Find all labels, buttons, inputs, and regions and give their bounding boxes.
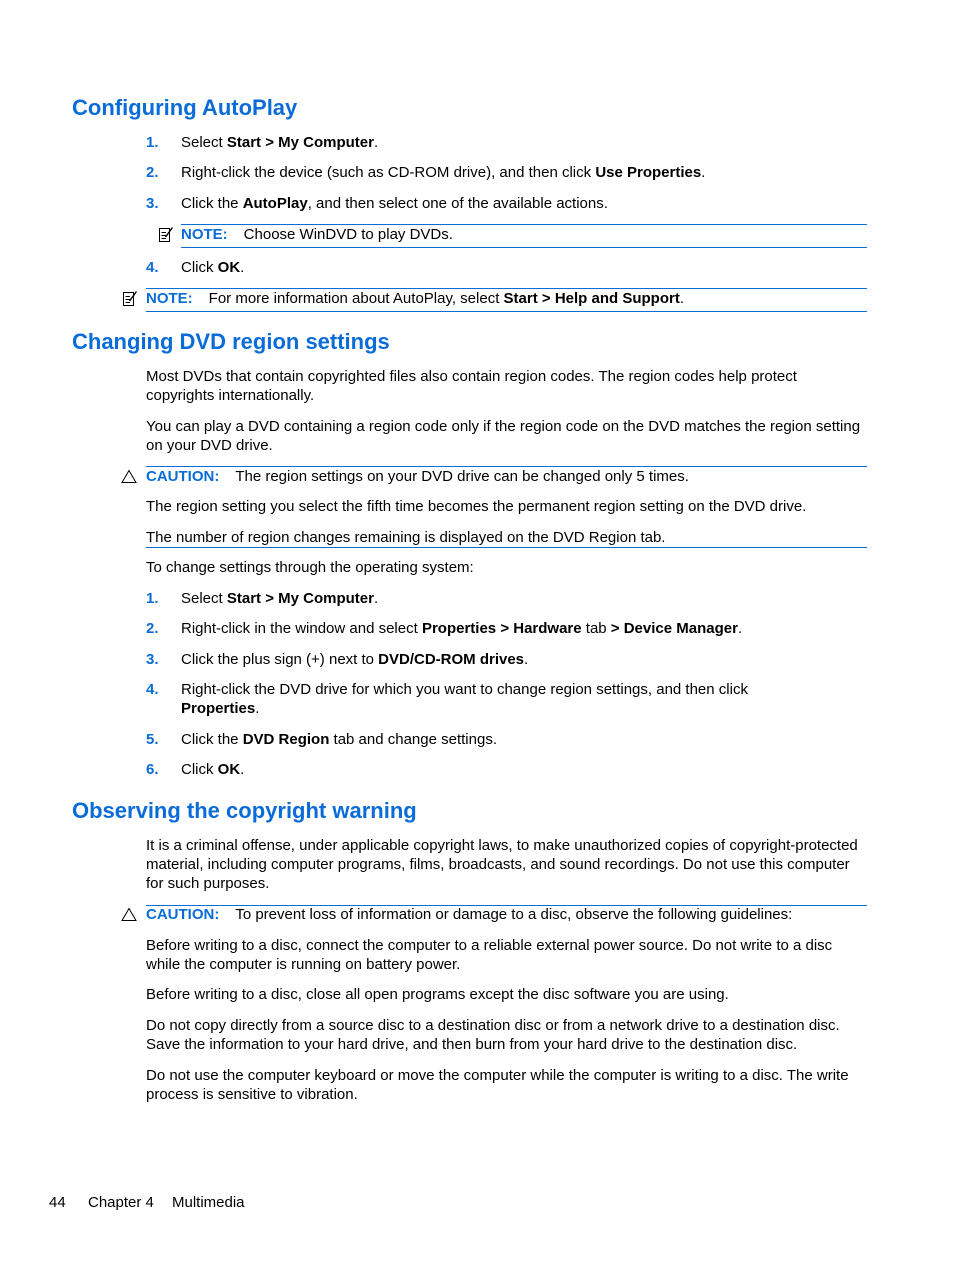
paragraph: You can play a DVD containing a region code only if the region code on the DVD matches the region setting on your DVD drive. [146,418,861,454]
caution-triangle-icon [121,907,137,922]
step-text: Click the AutoPlay, and then select one of the available actions. [181,195,608,212]
caution-bottom-rule [146,547,867,548]
caution-1: CAUTION: The region settings on your DVD drive can be changed only 5 times. [146,468,689,485]
heading-copyright-warning: Observing the copyright warning [72,798,417,823]
step-text: Click OK. [181,259,245,276]
step-number: 3. [146,195,159,212]
step-number: 2. [146,164,159,181]
caution-triangle-icon [121,469,137,484]
note-icon [122,290,138,308]
step-text: Right-click the device (such as CD-ROM drive), and then click Use Properties. [181,164,706,181]
footer-title: Multimedia [172,1194,245,1211]
step-number: 4. [146,681,159,698]
step-text: Select Start > My Computer. [181,590,379,607]
note-bottom-rule [181,247,867,248]
paragraph: Most DVDs that contain copyrighted files also contain region codes. The region codes help protect copyrights internationally. [146,368,797,404]
note-icon [158,226,174,244]
step-text: Right-click the DVD drive for which you want to change region settings, and then click Properties. [181,681,748,717]
step-text: Select Start > My Computer. [181,134,379,151]
guideline: Do not copy directly from a source disc to a destination disc or from a network drive to a destination disc. Save the information to your hard drive, and then burn from your hard drive to the destination disc. [146,1017,840,1053]
step-number: 4. [146,259,159,276]
step-number: 3. [146,651,159,668]
caution-detail: The number of region changes remaining is displayed on the DVD Region tab. [146,529,666,546]
page-number: 44 [49,1194,66,1211]
step-text: Click OK. [181,761,245,778]
step-text: Click the plus sign (+) next to DVD/CD-ROM drives. [181,651,529,668]
guideline: Do not use the computer keyboard or move the computer while the computer is writing to a disc. The write process is sensitive to vibration. [146,1067,849,1103]
footer-chapter: Chapter 4 [88,1194,154,1211]
step-number: 1. [146,590,159,607]
heading-changing-dvd-region: Changing DVD region settings [72,329,390,354]
caution-detail: The region setting you select the fifth time becomes the permanent region setting on the DVD drive. [146,498,807,515]
step-number: 6. [146,761,159,778]
step-number: 5. [146,731,159,748]
caution-2: CAUTION: To prevent loss of information or damage to a disc, observe the following guidelines: [146,906,793,923]
list-intro: To change settings through the operating system: [146,559,474,576]
guideline: Before writing to a disc, close all open programs except the disc software you are using. [146,986,729,1003]
heading-configuring-autoplay: Configuring AutoPlay [72,95,298,120]
note-1: NOTE: Choose WinDVD to play DVDs. [181,226,453,243]
note-2: NOTE: For more information about AutoPlay, select Start > Help and Support. [146,290,684,307]
guideline: Before writing to a disc, connect the computer to a reliable external power source. Do not write to a disc while the computer is running on battery power. [146,937,833,973]
step-number: 1. [146,134,159,151]
step-text: Right-click in the window and select Properties > Hardware tab > Device Manager. [181,620,743,637]
step-number: 2. [146,620,159,637]
step-text: Click the DVD Region tab and change settings. [181,731,497,748]
note-bottom-rule [146,311,867,312]
paragraph: It is a criminal offense, under applicable copyright laws, to make unauthorized copies of copyright-protected material, including computer programs, films, broadcasts, and sound recordings. Do not use this computer for such purposes. [146,837,858,892]
